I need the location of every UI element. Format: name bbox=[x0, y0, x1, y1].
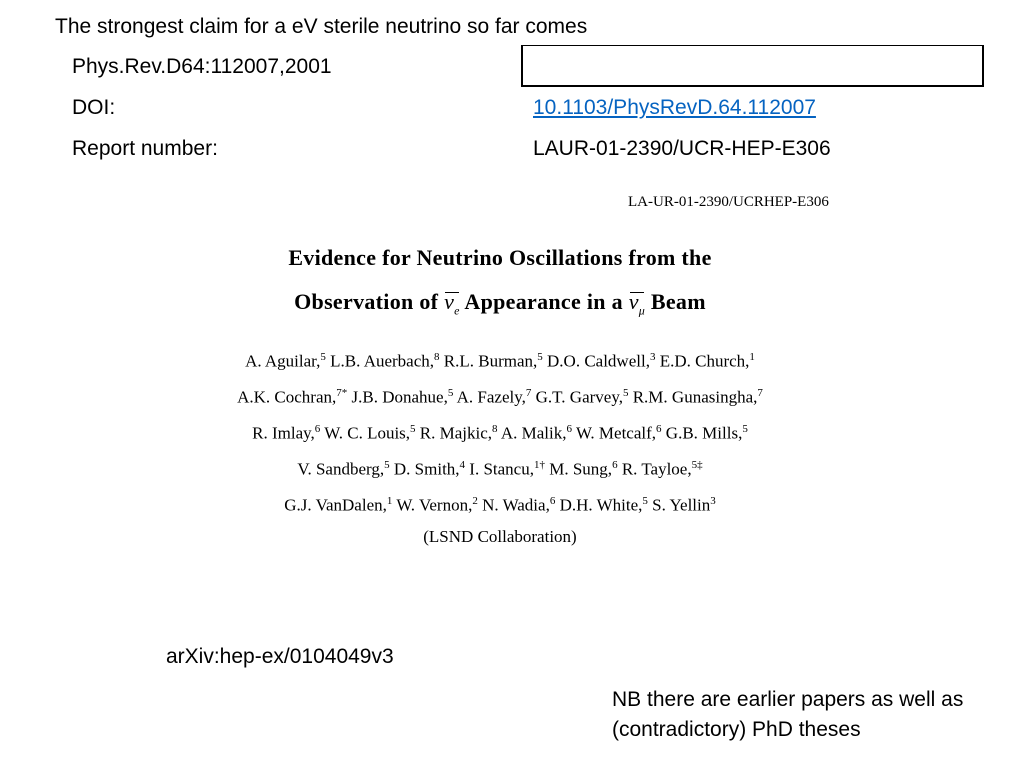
affiliation-marker: 4 bbox=[459, 459, 466, 471]
nb-note bbox=[612, 685, 1012, 745]
doi-link[interactable]: 10.1103/PhysRevD.64.112007 bbox=[533, 96, 816, 119]
author-name: D.H. White, bbox=[555, 495, 643, 515]
affiliation-marker: 6 bbox=[549, 495, 556, 507]
author-name: A. Fazely, bbox=[453, 387, 526, 407]
affiliation-marker: 5 bbox=[622, 387, 629, 399]
nb-note-line-2: (contradictory) PhD theses bbox=[612, 718, 861, 741]
paper-report-number: LA-UR-01-2390/UCRHEP-E306 bbox=[628, 194, 829, 210]
author-name: D. Smith, bbox=[389, 459, 460, 479]
paper-title-line-2 bbox=[150, 289, 850, 318]
affiliation-marker: 6 bbox=[612, 459, 618, 471]
author-name: A. Aguilar, bbox=[245, 351, 321, 371]
author-line bbox=[140, 490, 860, 517]
author-name: N. Wadia, bbox=[477, 495, 550, 515]
author-name: G.B. Mills, bbox=[661, 423, 743, 443]
report-number-value: LAUR-01-2390/UCR-HEP-E306 bbox=[533, 137, 831, 160]
affiliation-marker: 8 bbox=[434, 351, 440, 363]
collaboration-name: (LSND Collaboration) bbox=[423, 527, 577, 546]
affiliation-marker: 3 bbox=[649, 351, 656, 363]
author-name: W. C. Louis, bbox=[320, 423, 411, 443]
affiliation-marker: 6 bbox=[314, 423, 321, 435]
reference-box bbox=[521, 45, 984, 87]
author-name: A.K. Cochran, bbox=[237, 387, 337, 407]
paper-title-line-1: Evidence for Neutrino Oscillations from the bbox=[288, 245, 712, 270]
arxiv-identifier: arXiv:hep-ex/0104049v3 bbox=[166, 645, 394, 668]
author-line bbox=[140, 382, 860, 409]
affiliation-marker: 3 bbox=[710, 495, 716, 507]
author-name: I. Stancu, bbox=[465, 459, 534, 479]
title-text-mid: Appearance in a bbox=[459, 289, 629, 314]
affiliation-marker: 5 bbox=[320, 351, 326, 363]
affiliation-marker: 5 bbox=[742, 423, 748, 435]
nu-glyph: ν bbox=[444, 289, 455, 314]
author-name: W. Vernon, bbox=[392, 495, 473, 515]
affiliation-marker: 5 bbox=[447, 387, 454, 399]
affiliation-marker: 6 bbox=[566, 423, 572, 435]
author-name: R.L. Burman, bbox=[439, 351, 538, 371]
title-text-post: Beam bbox=[645, 289, 706, 314]
author-name: S. Yellin bbox=[647, 495, 711, 515]
affiliation-marker: 1 bbox=[749, 351, 755, 363]
author-name: R. Imlay, bbox=[252, 423, 315, 443]
nb-note-line-1: NB there are earlier papers as well as bbox=[612, 688, 964, 711]
author-name: E.D. Church, bbox=[655, 351, 750, 371]
affiliation-marker: 1† bbox=[533, 459, 545, 471]
author-name: R. Tayloe, bbox=[617, 459, 692, 479]
author-name: A. Malik, bbox=[497, 423, 567, 443]
title-text-pre: Observation of bbox=[294, 289, 445, 314]
author-line bbox=[140, 454, 860, 481]
author-name: J.B. Donahue, bbox=[347, 387, 448, 407]
author-name: M. Sung, bbox=[544, 459, 613, 479]
antineutrino-mu-symbol bbox=[629, 289, 645, 318]
author-name: W. Metcalf, bbox=[572, 423, 657, 443]
doi-label: DOI: bbox=[72, 96, 116, 119]
author-name: G.T. Garvey, bbox=[531, 387, 623, 407]
journal-reference: Phys.Rev.D64:112007,2001 bbox=[72, 55, 332, 78]
affiliation-marker: 2 bbox=[472, 495, 478, 507]
affiliation-marker: 7 bbox=[525, 387, 532, 399]
author-name: L.B. Auerbach, bbox=[325, 351, 435, 371]
affiliation-marker: 5 bbox=[537, 351, 543, 363]
report-number-label: Report number: bbox=[72, 137, 218, 160]
affiliation-marker: 7* bbox=[336, 387, 348, 399]
author-name: G.J. VanDalen, bbox=[284, 495, 387, 515]
author-line bbox=[140, 346, 860, 373]
author-name: D.O. Caldwell, bbox=[542, 351, 650, 371]
antineutrino-e-symbol bbox=[444, 289, 460, 318]
affiliation-marker: 1 bbox=[386, 495, 393, 507]
author-name: R.M. Gunasingha, bbox=[628, 387, 758, 407]
affiliation-marker: 7 bbox=[757, 387, 763, 399]
affiliation-marker: 5‡ bbox=[691, 459, 703, 471]
author-name: V. Sandberg, bbox=[297, 459, 385, 479]
affiliation-marker: 5 bbox=[642, 495, 648, 507]
nu-glyph: ν bbox=[628, 289, 639, 314]
author-line bbox=[140, 418, 860, 445]
affiliation-marker: 8 bbox=[492, 423, 498, 435]
affiliation-marker: 6 bbox=[656, 423, 662, 435]
nu-mu-subscript: μ bbox=[638, 303, 646, 318]
author-name: R. Majkic, bbox=[415, 423, 493, 443]
affiliation-marker: 5 bbox=[410, 423, 416, 435]
affiliation-marker: 5 bbox=[384, 459, 390, 471]
slide-title: The strongest claim for a eV sterile neutrino so far comes bbox=[55, 15, 588, 38]
nu-e-subscript: e bbox=[454, 303, 460, 318]
